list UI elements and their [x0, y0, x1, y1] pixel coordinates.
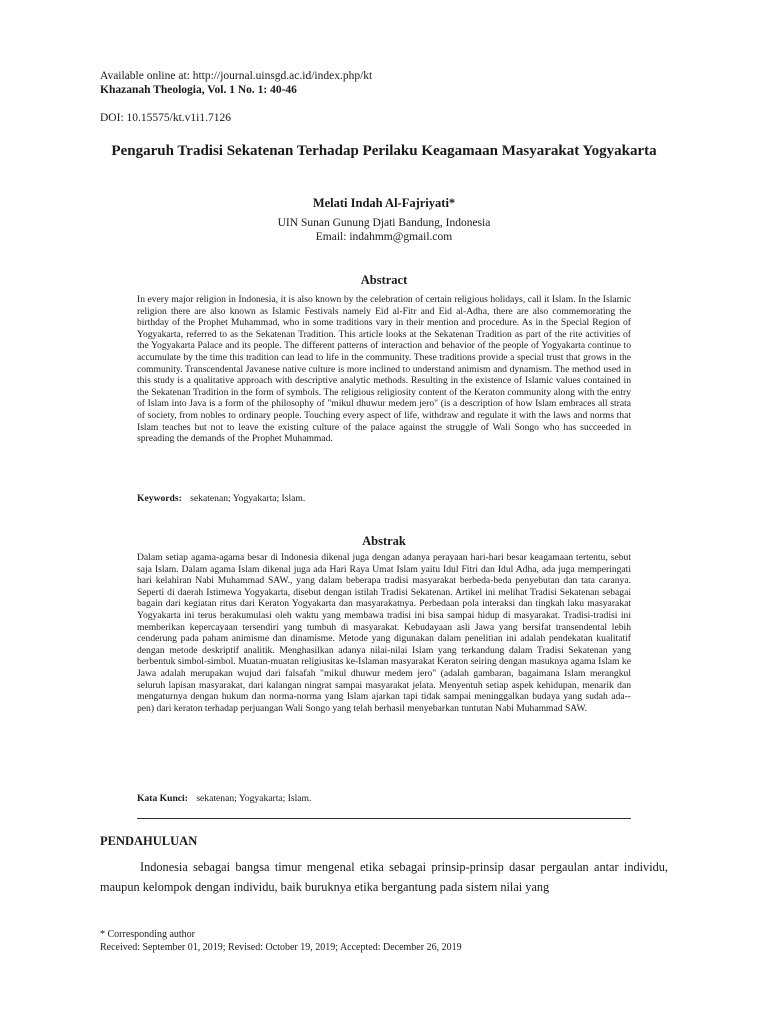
corresponding-author-note: * Corresponding author — [100, 929, 195, 940]
affiliation: UIN Sunan Gunung Djati Bandung, Indonesia — [277, 217, 491, 229]
article-title: Pengaruh Tradisi Sekatenan Terhadap Perilaku Keagamaan Masyarakat Yogyakarta — [111, 143, 657, 159]
abstrak-heading: Abstrak — [362, 534, 406, 548]
kata-kunci-line — [137, 793, 631, 805]
keywords-value: sekatenan; Yogyakarta; Islam. — [190, 493, 306, 504]
article-dates: Received: September 01, 2019; Revised: October 19, 2019; Accepted: December 26, 2019 — [100, 942, 462, 953]
author-email: Email: indahmm@gmail.com — [315, 231, 453, 243]
keywords-line — [137, 493, 631, 505]
pendahuluan-paragraph: Indonesia sebagai bangsa timur mengenal etika sebagai prinsip-prinsip dasar pergaulan antar individu, maupun kelompok dengan individu, baik buruknya etika bergantung pada sistem nilai yang — [100, 860, 668, 894]
kata-kunci-label: Kata Kunci: — [137, 793, 188, 804]
doi-line: DOI: 10.15575/kt.v1i1.7126 — [100, 112, 231, 124]
abstrak-text: Dalam setiap agama-agama besar di Indonesia dikenal juga dengan adanya perayaan hari-hari besar keagamaan tertentu, sebut saja Islam. Dalam agama Islam dikenal juga ada Hari Raya Umat Islam yaitu Idul Fitri dan Idul Adha, ada juga memperingati hari kelahiran Nabi Muhammad SAW., yang dalam beberapa tradisi masyarakat berbeda-beda penyebutan dan tata caranya. Seperti di daerah Istimewa Yogyakarta, disebut dengan istilah Tradisi Sekatenan. Artikel ini melihat Tradisi Sekatenan sebagai bagain dari kegiatan ritus dari Keraton Yogyakarta dan masyarakatnya. Perbedaan pola interaksi dan tingkah laku masyarakat Yogyakarta ini terus berakumulasi oleh waktu yang membawa tradisi ini bisa sampai hidup di masyarakat. Tradisi-tradisi ini memberikan kepercayaan tersendiri yang tumbuh di masyarakat. Kebudayaan asli Jawa yang bersifat transendental lebih cenderung pada paham animisme dan dinamisme. Metode yang digunakan dalam penelitian ini adalah pendekatan kualitatif dengan metode deskriptif analitik. Menghasilkan adanya nilai-nilai Islam yang terkandung dalam Tradisi Sekatenan yang berbentuk simbol-simbol. Muatan-muatan religiusitas ke-Islaman masyarakat Keraton seiring dengan masuknya agama Islam ke Jawa adalah merupakan wujud dari falsafah "mikul dhuwur medem jero" (adalah gambaran, bagaimana Islam merangkul seluruh lapisan masyarakat, dari kalangan ningrat sampai masyarakat jelata. Menyentuh setiap aspek kehidupan, menarik dan mengaturnya dengan hukum dan norma-norma yang Islam ajarkan tapi tidak sampai meninggalkan budaya yang sudah ada--pen) dari keraton terhadap perjuangan Wali Songo yang telah berhasil menyebarkan tuntutan Nabi Muhammad SAW. — [137, 552, 631, 714]
section-divider — [137, 818, 631, 819]
journal-citation: Khazanah Theologia, Vol. 1 No. 1: 40-46 — [100, 84, 297, 96]
author-name: Melati Indah Al-Fajriyati* — [312, 196, 456, 210]
section-heading-pendahuluan: PENDAHULUAN — [100, 834, 198, 848]
abstract-heading: Abstract — [360, 273, 408, 287]
author-affiliation-block — [100, 216, 668, 244]
keywords-label: Keywords: — [137, 493, 182, 504]
kata-kunci-value: sekatenan; Yogyakarta; Islam. — [196, 793, 312, 804]
available-online-line: Available online at: http://journal.uinsgd.ac.id/index.php/kt — [100, 70, 373, 82]
abstract-text: In every major religion in Indonesia, it is also known by the celebration of certain religious holidays, call it Islam. In the Islamic religion there are also known as Islamic Festivals namely Eid al-Fitr and Eid al-Adha, there are also commemorating the birthday of the Prophet Muhammad, who in some traditions vary in their mention and procedure. As in the Special Region of Yogyakarta, referred to as the Sekatenan Tradition. This article looks at the Sekatenan Tradition as part of the rite activities of the Yogyakarta Palace and its people. The different patterns of interaction and behavior of the people of Yogyakarta continue to accumulate by the time this tradition can lead to life in the community. These traditions provide a special trust that grows in the community. Transcendental Javanese native culture is more inclined to understand animism and dynamism. The method used in this study is a qualitative approach with descriptive analytic methods. Resulting in the existence of Islamic values contained in the Sekatenan Tradition in the form of symbols. The religious religiosity content of the Keraton community along with the entry of Islam into Java is a form of the philosophy of "mikul dhuwur medem jero" (is a description of how Islam embraces all strata of society, from nobles to ordinary people. Touching every aspect of life, withdraw and regulate it with the laws and norms that Islam teaches but not to leave the existing culture of the palace against the struggle of Wali Songo who has succeeded in spreading the demands of the Prophet Muhammad. — [137, 294, 631, 445]
